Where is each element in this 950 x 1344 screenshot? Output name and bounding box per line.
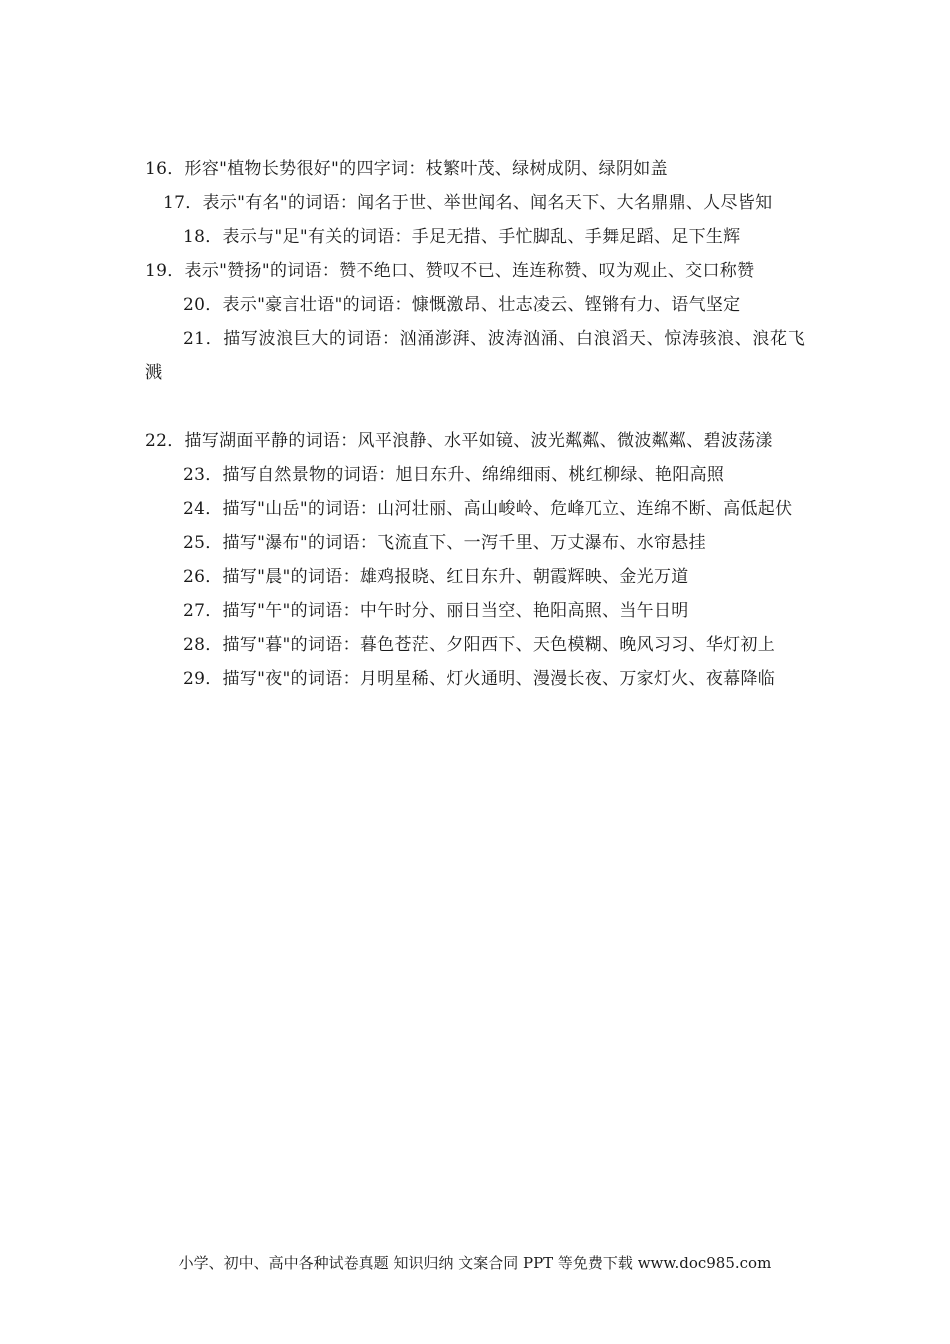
list-item-27: 27．描写"午"的词语：中午时分、丽日当空、艳阳高照、当午日明 xyxy=(183,601,689,621)
vocabulary-list xyxy=(145,152,805,696)
list-item-16: 16．形容"植物长势很好"的四字词：枝繁叶茂、绿树成阴、绿阴如盖 xyxy=(145,159,668,179)
list-item-17: 17．表示"有名"的词语：闻名于世、举世闻名、闻名天下、大名鼎鼎、人尽皆知 xyxy=(163,193,773,213)
list-item-20: 20．表示"豪言壮语"的词语：慷慨激昂、壮志凌云、铿锵有力、语气坚定 xyxy=(183,295,741,315)
list-item-21: 21．描写波浪巨大的词语：汹涌澎湃、波涛汹涌、白浪滔天、惊涛骇浪、浪花飞溅 xyxy=(145,329,805,383)
list-item-28: 28．描写"暮"的词语：暮色苍茫、夕阳西下、天色模糊、晚风习习、华灯初上 xyxy=(183,635,776,655)
list-item-24: 24．描写"山岳"的词语：山河壮丽、高山峻岭、危峰兀立、连绵不断、高低起伏 xyxy=(183,499,793,519)
page-footer: 小学、初中、高中各种试卷真题 知识归纳 文案合同 PPT 等免费下载 www.doc985.com xyxy=(178,1254,772,1272)
list-item-29: 29．描写"夜"的词语：月明星稀、灯火通明、漫漫长夜、万家灯火、夜幕降临 xyxy=(183,669,776,689)
list-item-26: 26．描写"晨"的词语：雄鸡报晓、红日东升、朝霞辉映、金光万道 xyxy=(183,567,689,587)
list-item-25: 25．描写"瀑布"的词语：飞流直下、一泻千里、万丈瀑布、水帘悬挂 xyxy=(183,533,706,553)
list-item-18: 18．表示与"足"有关的词语：手足无措、手忙脚乱、手舞足蹈、足下生辉 xyxy=(183,227,741,247)
list-item-22: 22．描写湖面平静的词语：风平浪静、水平如镜、波光粼粼、微波粼粼、碧波荡漾 xyxy=(145,431,773,451)
list-item-23: 23．描写自然景物的词语：旭日东升、绵绵细雨、桃红柳绿、艳阳高照 xyxy=(183,465,725,485)
list-item-19: 19．表示"赞扬"的词语：赞不绝口、赞叹不已、连连称赞、叹为观止、交口称赞 xyxy=(145,261,755,281)
